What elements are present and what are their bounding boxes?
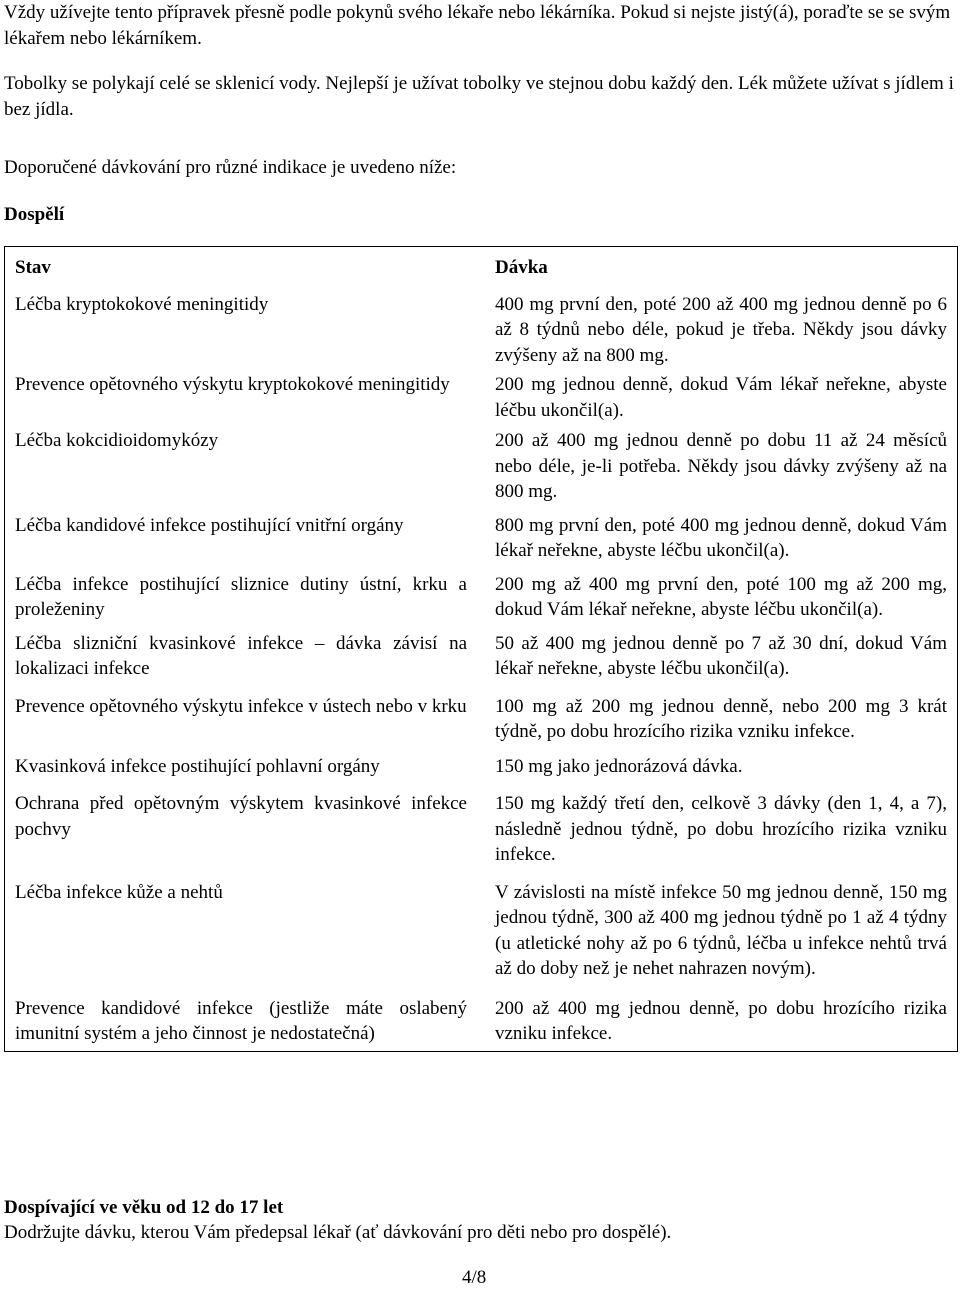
adults-heading: Dospělí	[4, 204, 65, 225]
condition-cell: Léčba slizniční kvasinkové infekce – dávka závisí na lokalizaci infekce	[15, 632, 467, 679]
intro-paragraph-1: Vždy užívejte tento přípravek přesně podle pokynů svého lékaře nebo lékárníka. Pokud si nejste jistý(á), poraďte se se svým lékařem nebo lékárníkem.	[4, 2, 951, 49]
table-row	[15, 880, 947, 982]
condition-cell: Léčba kokcidioidomykózy	[15, 430, 219, 451]
page-number: 4/8	[462, 1267, 487, 1288]
intro-paragraph-2: Tobolky se polykají celé se sklenicí vody. Nejlepší je užívat tobolky ve stejnou dobu každý den. Lék můžete užívat s jídlem i bez jídla.	[4, 73, 954, 120]
dose-cell: 400 mg první den, poté 200 až 400 mg jednou denně po 6 až 8 týdnů nebo déle, pokud je třeba. Někdy jsou dávky zvýšeny až na 800 mg.	[495, 293, 947, 366]
dose-cell: 200 až 400 mg jednou denně, po dobu hrozícího rizika vzniku infekce.	[495, 997, 947, 1044]
table-row	[15, 996, 947, 1047]
header-condition: Stav	[15, 257, 51, 278]
dose-cell: 50 až 400 mg jednou denně po 7 až 30 dní, dokud Vám lékař neřekne, abyste léčbu ukončil(a).	[495, 632, 947, 679]
table-row	[15, 791, 947, 868]
condition-cell: Ochrana před opětovným výskytem kvasinkové infekce pochvy	[15, 793, 467, 840]
dose-cell: 150 mg každý třetí den, celkově 3 dávky (den 1, 4, a 7), následně jednou týdně, po dobu hrozícího rizika vzniku infekce.	[495, 793, 947, 865]
dose-cell: 200 mg jednou denně, dokud Vám lékař neřekne, abyste léčbu ukončil(a).	[495, 374, 947, 421]
dose-cell: 800 mg první den, poté 400 mg jednou denně, dokud Vám lékař neřekne, abyste léčbu ukončil(a).	[495, 514, 947, 561]
dose-cell: 200 mg až 400 mg první den, poté 100 mg až 200 mg, dokud Vám lékař neřekne, abyste léčbu ukončil(a).	[495, 573, 947, 620]
condition-cell: Léčba kryptokokové meningitidy	[15, 293, 269, 315]
dose-cell: 150 mg jako jednorázová dávka.	[495, 755, 743, 777]
table-row	[15, 372, 947, 423]
condition-cell: Prevence opětovného výskytu infekce v ústech nebo v krku	[15, 695, 467, 717]
condition-cell: Kvasinková infekce postihující pohlavní orgány	[15, 755, 380, 777]
condition-cell: Prevence opětovného výskytu kryptokokové meningitidy	[15, 374, 450, 395]
teen-heading: Dospívající ve věku od 12 do 17 let	[4, 1197, 284, 1218]
table-row	[15, 572, 947, 623]
table-row	[15, 694, 947, 745]
table-row	[15, 513, 947, 564]
dosage-table	[4, 246, 958, 1052]
condition-cell: Léčba infekce kůže a nehtů	[15, 881, 223, 903]
condition-cell: Léčba infekce postihující sliznice dutiny ústní, krku a proleženiny	[15, 573, 467, 620]
dose-cell: V závislosti na místě infekce 50 mg jednou denně, 150 mg jednou týdně, 300 až 400 mg jednou týdně po 1 až 4 týdny (u atletické nohy až po 6 týdnů, léčba u infekce nehtů trvá až do doby než je nehet nahrazen novým).	[495, 881, 947, 979]
condition-cell: Léčba kandidové infekce postihující vnitřní orgány	[15, 514, 404, 536]
condition-cell: Prevence kandidové infekce (jestliže máte oslabený imunitní systém a jeho činnost je nedostatečná)	[15, 997, 467, 1044]
dose-cell: 100 mg až 200 mg jednou denně, nebo 200 mg 3 krát týdně, po dobu hrozícího rizika vzniku infekce.	[495, 695, 947, 742]
table-row	[15, 631, 947, 682]
table-row	[15, 754, 947, 780]
header-dose: Dávka	[495, 257, 548, 278]
teen-dosage-text: Dodržujte dávku, kterou Vám předepsal lékař (ať dávkování pro děti nebo pro dospělé).	[4, 1222, 672, 1243]
table-row	[15, 428, 947, 505]
table-header-row	[15, 255, 947, 281]
intro-paragraph-3: Doporučené dávkování pro různé indikace je uvedeno níže:	[4, 157, 457, 178]
table-row	[15, 292, 947, 369]
dose-cell: 200 až 400 mg jednou denně po dobu 11 až 24 měsíců nebo déle, je-li potřeba. Někdy jsou dávky zvýšeny až na 800 mg.	[495, 430, 947, 502]
